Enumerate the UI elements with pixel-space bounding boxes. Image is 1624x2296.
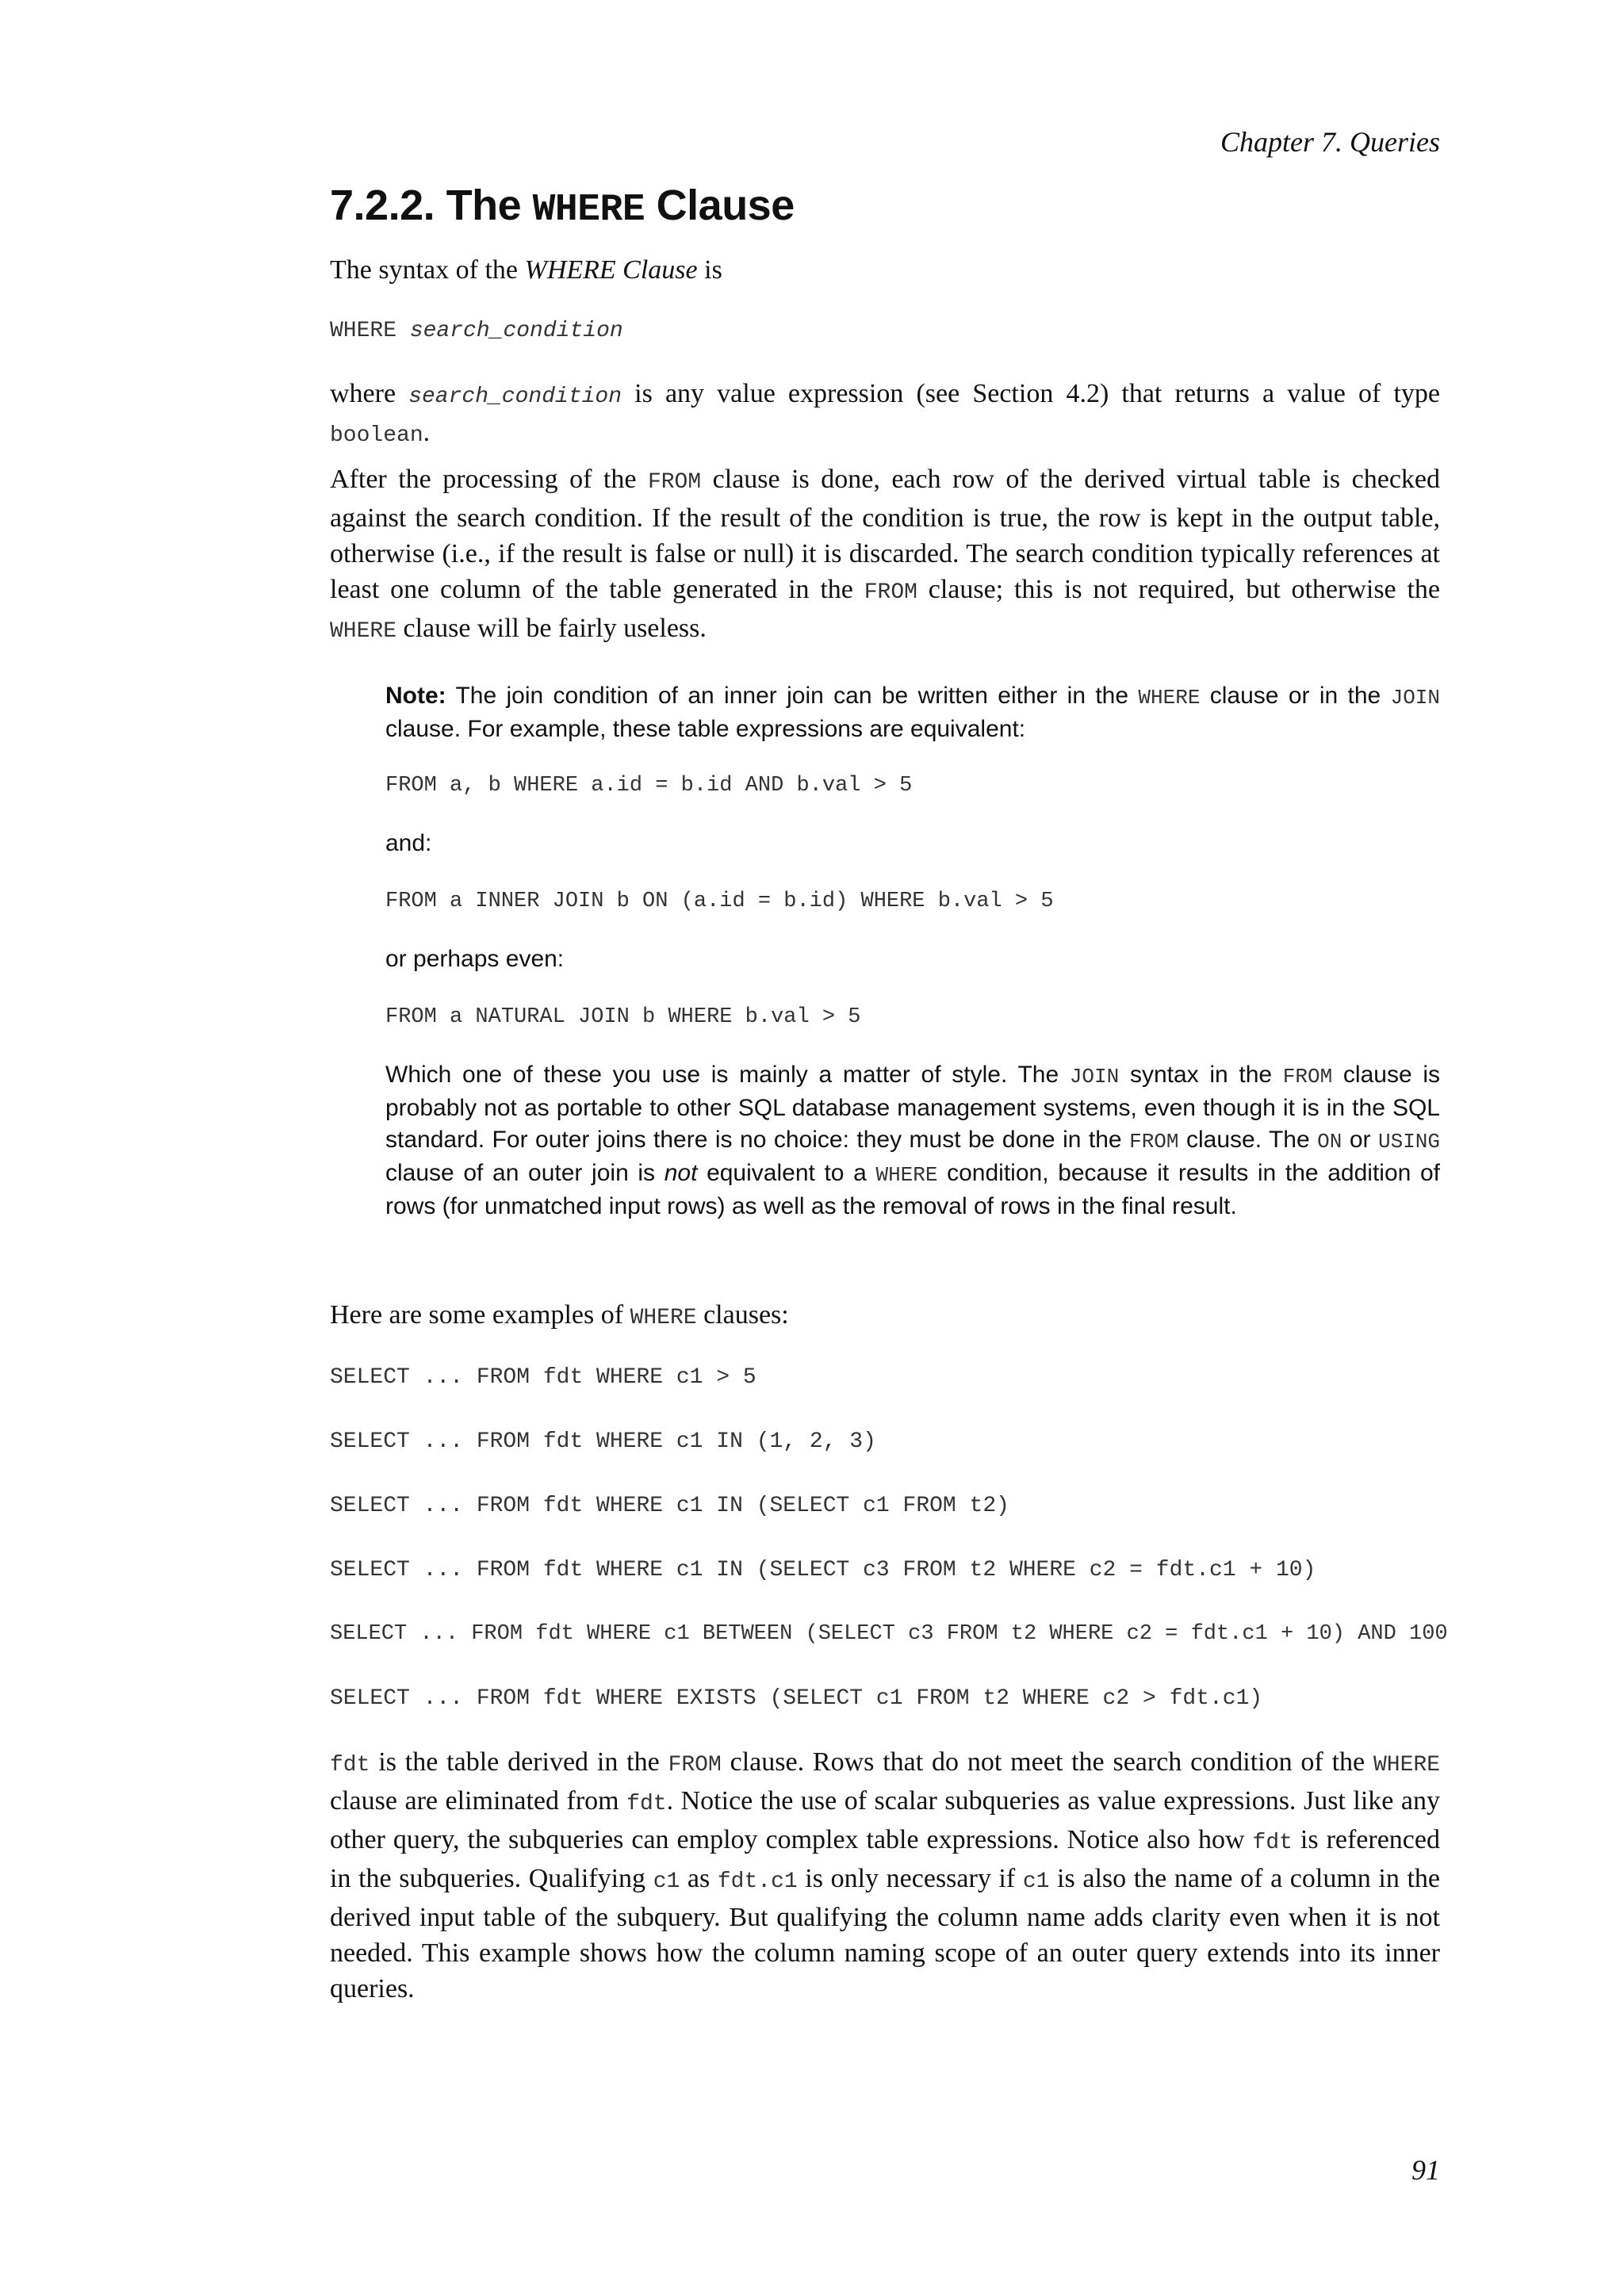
inline-code: c1	[653, 1869, 680, 1894]
inline-code: FROM	[668, 1753, 722, 1777]
example-code-line: SELECT ... FROM fdt WHERE c1 > 5	[330, 1365, 756, 1390]
inline-code: ON	[1317, 1130, 1342, 1154]
inline-code: WHERE	[1373, 1753, 1440, 1777]
note-style-paragraph: Which one of these you use is mainly a matter of style. The JOIN syntax in the FROM clause is probably not as portable to other SQL database management systems, even though it is in the SQL standard. For outer joins there is no choice: they must be done in the FROM clause. The ON or USING clause of an outer join is not equivalent to a WHERE condition, because it results in the addition of rows (for unmatched input rows) as well as the removal of rows in the final result.	[385, 1062, 1440, 1219]
example-code-line: SELECT ... FROM fdt WHERE EXISTS (SELECT c1 FROM t2 WHERE c2 > fdt.c1)	[330, 1686, 1263, 1711]
note-paragraph: Note: The join condition of an inner join can be written either in the WHERE clause or in the JOIN clause. For example, these table expressions are equivalent:	[385, 683, 1441, 742]
inline-code: fdt	[330, 1753, 370, 1777]
inline-code: USING	[1377, 1130, 1440, 1154]
processing-paragraph: After the processing of the FROM clause is done, each row of the derived virtual table is checked against the search condition. If the result of the condition is true, the row is kept in the output table, otherwise (i.e., if the result is false or null) it is discarded. The search condition typically references at least one column of the table generated in the FROM clause; this is not required, but otherwise the WHERE clause will be fairly useless.	[330, 465, 1440, 644]
inline-code: c1	[1022, 1869, 1050, 1894]
example-code-line: SELECT ... FROM fdt WHERE c1 IN (SELECT c3 FROM t2 WHERE c2 = fdt.c1 + 10)	[330, 1558, 1316, 1582]
inline-code: fdt.c1	[717, 1869, 798, 1894]
note-text-and: and:	[385, 830, 432, 856]
example-code-line: SELECT ... FROM fdt WHERE c1 BETWEEN (SELECT c3 FROM t2 WHERE c2 = fdt.c1 + 10) AND 100	[330, 1622, 1448, 1646]
closing-paragraph: fdt is the table derived in the FROM clause. Rows that do not meet the search condition of the WHERE clause are eliminated from fdt. Notice the use of scalar subqueries as value expressions. Just like any other query, the subqueries can employ complex table expressions. Notice also how fdt is referenced in the subqueries. Qualifying c1 as fdt.c1 is only necessary if c1 is also the name of a column in the derived input table of the subquery. But qualifying the column name adds clarity even when it is not needed. This example shows how the column naming scope of an outer query extends into its inner queries.	[330, 1747, 1440, 2003]
syntax-code-block: WHERE search_condition	[330, 319, 623, 343]
example-code-line: SELECT ... FROM fdt WHERE c1 IN (1, 2, 3)	[330, 1429, 876, 1454]
page-number: 91	[1411, 2154, 1440, 2186]
inline-code: WHERE	[1138, 686, 1201, 710]
inline-code: WHERE	[330, 619, 397, 644]
inline-code: FROM	[864, 580, 917, 605]
inline-code: search_condition	[408, 385, 622, 409]
note-label: Note:	[385, 683, 446, 709]
inline-code: fdt	[1252, 1831, 1293, 1855]
section-title-code: WHERE	[532, 189, 645, 232]
inline-code: FROM	[1129, 1130, 1179, 1154]
inline-code: JOIN	[1390, 686, 1441, 710]
note-text-perhaps: or perhaps even:	[385, 946, 565, 972]
emphasis: not	[664, 1160, 698, 1186]
note-code-example-3: FROM a NATURAL JOIN b WHERE b.val > 5	[385, 1005, 861, 1029]
inline-code: WHERE	[875, 1163, 938, 1187]
inline-code: JOIN	[1069, 1065, 1120, 1089]
section-title-prefix: 7.2.2. The	[330, 182, 533, 229]
emphasis: WHERE Clause	[524, 255, 698, 285]
inline-code: WHERE	[630, 1306, 697, 1330]
section-title-suffix: Clause	[645, 182, 795, 229]
note-code-example-2: FROM a INNER JOIN b ON (a.id = b.id) WHERE b.val > 5	[385, 890, 1054, 913]
inline-code: FROM	[647, 470, 702, 495]
note-code-example-1: FROM a, b WHERE a.id = b.id AND b.val > 5	[385, 774, 913, 798]
inline-code: boolean	[330, 423, 423, 448]
examples-intro-paragraph: Here are some examples of WHERE clauses:	[330, 1300, 789, 1330]
inline-code: fdt	[626, 1792, 667, 1816]
section-title	[330, 181, 795, 232]
running-header: Chapter 7. Queries	[1220, 126, 1440, 158]
inline-code: FROM	[1282, 1065, 1333, 1089]
where-definition-paragraph: where search_condition is any value expression (see Section 4.2) that returns a value of type boolean.	[330, 379, 1440, 448]
example-code-line: SELECT ... FROM fdt WHERE c1 IN (SELECT c1 FROM t2)	[330, 1494, 1009, 1518]
placeholder-search-condition: search_condition	[409, 319, 623, 343]
intro-paragraph: The syntax of the WHERE Clause is	[330, 255, 722, 285]
